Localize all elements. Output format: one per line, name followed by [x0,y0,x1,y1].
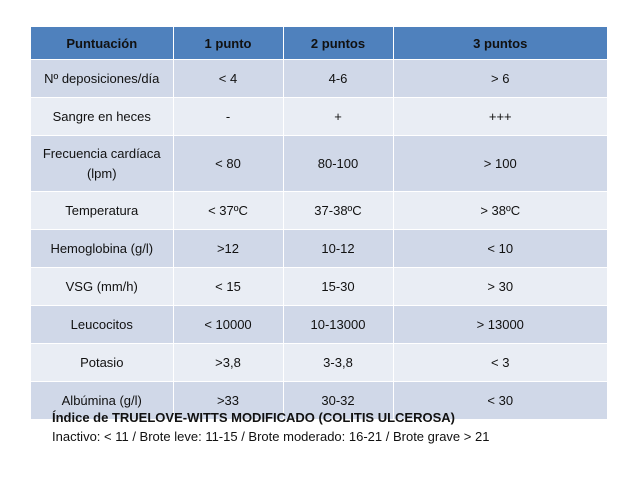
row-label: Albúmina (g/l) [31,382,173,420]
cell-3-puntos: < 10 [393,230,607,268]
truelove-witts-table [31,27,607,419]
cell-2-puntos: 10-13000 [283,306,393,344]
cell-1-punto: < 80 [173,136,283,192]
row-label: Temperatura [31,192,173,230]
cell-3-puntos: > 38ºC [393,192,607,230]
cell-3-puntos: > 13000 [393,306,607,344]
table-row [31,306,607,344]
table-header-row [31,27,607,60]
row-label: Nº deposiciones/día [31,60,173,98]
row-label: Potasio [31,344,173,382]
cell-1-punto: < 37ºC [173,192,283,230]
table-row [31,60,607,98]
row-label: Hemoglobina (g/l) [31,230,173,268]
table-row [31,230,607,268]
cell-1-punto: >33 [173,382,283,420]
table-caption [52,408,612,446]
cell-1-punto: < 15 [173,268,283,306]
cell-2-puntos: 80-100 [283,136,393,192]
cell-1-punto: >3,8 [173,344,283,382]
row-label: Sangre en heces [31,98,173,136]
cell-1-punto: < 4 [173,60,283,98]
cell-2-puntos: 30-32 [283,382,393,420]
cell-3-puntos: +++ [393,98,607,136]
cell-3-puntos: > 30 [393,268,607,306]
cell-2-puntos: 10-12 [283,230,393,268]
row-label: VSG (mm/h) [31,268,173,306]
header-3-puntos: 3 puntos [393,27,607,60]
cell-1-punto: - [173,98,283,136]
header-2-puntos: 2 puntos [283,27,393,60]
table-row [31,344,607,382]
table-row [31,136,607,192]
table-row [31,98,607,136]
cell-2-puntos: + [283,98,393,136]
row-label: Frecuencia cardíaca (lpm) [31,136,173,192]
table-row [31,268,607,306]
cell-2-puntos: 37-38ºC [283,192,393,230]
cell-2-puntos: 4-6 [283,60,393,98]
row-label: Leucocitos [31,306,173,344]
cell-3-puntos: < 30 [393,382,607,420]
cell-1-punto: < 10000 [173,306,283,344]
header-puntuacion: Puntuación [31,27,173,60]
table-row [31,192,607,230]
cell-1-punto: >12 [173,230,283,268]
caption-legend: Inactivo: < 11 / Brote leve: 11-15 / Brote moderado: 16-21 / Brote grave > 21 [52,429,490,444]
cell-3-puntos: > 6 [393,60,607,98]
header-1-punto: 1 punto [173,27,283,60]
cell-2-puntos: 3-3,8 [283,344,393,382]
cell-3-puntos: < 3 [393,344,607,382]
caption-title: Índice de TRUELOVE-WITTS MODIFICADO (COLITIS ULCEROSA) [52,410,455,425]
cell-3-puntos: > 100 [393,136,607,192]
cell-2-puntos: 15-30 [283,268,393,306]
